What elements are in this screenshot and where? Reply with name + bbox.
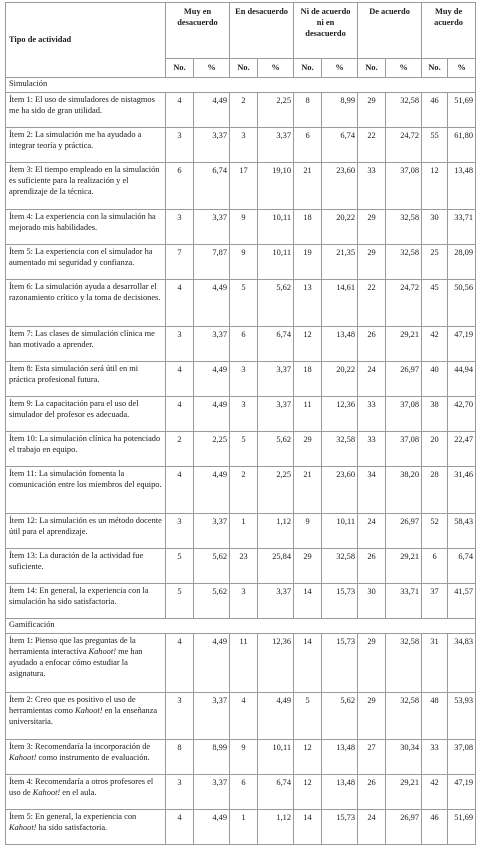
percent-cell: 47,19 <box>448 775 476 810</box>
percent-cell: 21,35 <box>322 245 358 280</box>
count-cell: 45 <box>422 280 448 327</box>
percent-cell: 5,62 <box>258 280 294 327</box>
percent-cell: 4,49 <box>258 693 294 740</box>
table-row <box>6 163 476 210</box>
percent-cell: 22,47 <box>448 432 476 467</box>
count-cell: 34 <box>358 467 386 514</box>
count-cell: 12 <box>294 775 322 810</box>
section-title: Gamificación <box>6 619 476 634</box>
percent-cell: 47,19 <box>448 327 476 362</box>
count-cell: 1 <box>230 810 258 845</box>
item-statement: Ítem 4: La experiencia con la simulación ha mejorado mis habilidades. <box>6 210 166 245</box>
count-cell: 11 <box>294 397 322 432</box>
header-no: No. <box>422 59 448 78</box>
percent-cell: 13,48 <box>322 775 358 810</box>
count-cell: 27 <box>358 740 386 775</box>
percent-cell: 3,37 <box>258 397 294 432</box>
count-cell: 4 <box>166 810 194 845</box>
count-cell: 26 <box>358 775 386 810</box>
item-statement: Ítem 7: Las clases de simulación clínica me han motivado a aprender. <box>6 327 166 362</box>
percent-cell: 37,08 <box>386 432 422 467</box>
count-cell: 33 <box>358 432 386 467</box>
count-cell: 42 <box>422 327 448 362</box>
percent-cell: 50,56 <box>448 280 476 327</box>
percent-cell: 3,37 <box>258 362 294 397</box>
table-row <box>6 93 476 128</box>
header-group-disagree: En desacuerdo <box>230 3 294 59</box>
percent-cell: 7,87 <box>194 245 230 280</box>
table-row <box>6 280 476 327</box>
count-cell: 22 <box>358 128 386 163</box>
percent-cell: 6,74 <box>258 775 294 810</box>
count-cell: 8 <box>294 93 322 128</box>
header-group-strongly-disagree: Muy en desacuerdo <box>166 3 230 59</box>
table-row <box>6 467 476 514</box>
section-title: Simulación <box>6 78 476 93</box>
percent-cell: 4,49 <box>194 467 230 514</box>
percent-cell: 5,62 <box>322 693 358 740</box>
count-cell: 48 <box>422 693 448 740</box>
percent-cell: 8,99 <box>194 740 230 775</box>
percent-cell: 3,37 <box>194 128 230 163</box>
item-statement: Ítem 12: La simulación es un método docente útil para el aprendizaje. <box>6 514 166 549</box>
percent-cell: 58,43 <box>448 514 476 549</box>
percent-cell: 33,71 <box>448 210 476 245</box>
percent-cell: 20,22 <box>322 210 358 245</box>
percent-cell: 5,62 <box>194 549 230 584</box>
header-no: No. <box>166 59 194 78</box>
table-row <box>6 584 476 619</box>
table-row <box>6 432 476 467</box>
count-cell: 30 <box>358 584 386 619</box>
percent-cell: 51,69 <box>448 93 476 128</box>
table-row <box>6 327 476 362</box>
percent-cell: 3,37 <box>194 327 230 362</box>
section-row <box>6 619 476 634</box>
count-cell: 31 <box>422 634 448 693</box>
count-cell: 19 <box>294 245 322 280</box>
percent-cell: 37,08 <box>386 397 422 432</box>
section-row <box>6 78 476 93</box>
percent-cell: 3,37 <box>258 584 294 619</box>
count-cell: 14 <box>294 810 322 845</box>
count-cell: 9 <box>230 245 258 280</box>
count-cell: 24 <box>358 362 386 397</box>
percent-cell: 32,58 <box>386 245 422 280</box>
percent-cell: 4,49 <box>194 93 230 128</box>
count-cell: 24 <box>358 810 386 845</box>
table-row <box>6 810 476 845</box>
header-pct: % <box>386 59 422 78</box>
percent-cell: 4,49 <box>194 634 230 693</box>
percent-cell: 32,58 <box>322 549 358 584</box>
count-cell: 42 <box>422 775 448 810</box>
count-cell: 3 <box>230 397 258 432</box>
percent-cell: 20,22 <box>322 362 358 397</box>
count-cell: 25 <box>422 245 448 280</box>
count-cell: 6 <box>166 163 194 210</box>
percent-cell: 4,49 <box>194 362 230 397</box>
percent-cell: 29,21 <box>386 775 422 810</box>
count-cell: 14 <box>294 634 322 693</box>
table-row <box>6 634 476 693</box>
item-statement: Ítem 3: Recomendaría la incorporación de Kahoot! como instrumento de evaluación. <box>6 740 166 775</box>
count-cell: 12 <box>294 327 322 362</box>
header-row-groups <box>6 3 476 59</box>
table-row <box>6 128 476 163</box>
count-cell: 4 <box>166 467 194 514</box>
count-cell: 33 <box>422 740 448 775</box>
percent-cell: 38,20 <box>386 467 422 514</box>
percent-cell: 13,48 <box>448 163 476 210</box>
count-cell: 26 <box>358 549 386 584</box>
percent-cell: 15,73 <box>322 584 358 619</box>
percent-cell: 10,11 <box>258 210 294 245</box>
count-cell: 29 <box>294 549 322 584</box>
count-cell: 9 <box>230 210 258 245</box>
count-cell: 37 <box>422 584 448 619</box>
percent-cell: 4,49 <box>194 280 230 327</box>
count-cell: 46 <box>422 93 448 128</box>
percent-cell: 32,58 <box>386 210 422 245</box>
item-statement: Ítem 2: La simulación me ha ayudado a integrar teoría y práctica. <box>6 128 166 163</box>
table-body <box>6 78 476 845</box>
percent-cell: 28,09 <box>448 245 476 280</box>
header-group-strongly-agree: Muy de acuerdo <box>422 3 476 59</box>
count-cell: 52 <box>422 514 448 549</box>
count-cell: 18 <box>294 210 322 245</box>
item-statement: Ítem 1: El uso de simuladores de nistagmos me ha sido de gran utilidad. <box>6 93 166 128</box>
item-statement: Ítem 13: La duración de la actividad fue suficiente. <box>6 549 166 584</box>
count-cell: 29 <box>358 210 386 245</box>
count-cell: 46 <box>422 810 448 845</box>
percent-cell: 13,48 <box>322 740 358 775</box>
item-statement: Ítem 2: Creo que es positivo el uso de herramientas como Kahoot! en la enseñanza universitaria. <box>6 693 166 740</box>
percent-cell: 32,58 <box>386 634 422 693</box>
count-cell: 12 <box>294 740 322 775</box>
count-cell: 4 <box>166 362 194 397</box>
percent-cell: 25,84 <box>258 549 294 584</box>
percent-cell: 37,08 <box>448 740 476 775</box>
percent-cell: 14,61 <box>322 280 358 327</box>
percent-cell: 10,11 <box>322 514 358 549</box>
percent-cell: 42,70 <box>448 397 476 432</box>
item-statement: Ítem 10: La simulación clínica ha potenciado el trabajo en equipo. <box>6 432 166 467</box>
count-cell: 5 <box>230 432 258 467</box>
item-statement: Ítem 9: La capacitación para el uso del simulador del profesor es adecuada. <box>6 397 166 432</box>
count-cell: 6 <box>422 549 448 584</box>
count-cell: 2 <box>230 93 258 128</box>
count-cell: 4 <box>166 397 194 432</box>
count-cell: 6 <box>294 128 322 163</box>
percent-cell: 29,21 <box>386 549 422 584</box>
count-cell: 23 <box>230 549 258 584</box>
count-cell: 3 <box>166 514 194 549</box>
table-row <box>6 775 476 810</box>
percent-cell: 26,97 <box>386 810 422 845</box>
count-cell: 24 <box>358 514 386 549</box>
header-no: No. <box>294 59 322 78</box>
item-statement: Ítem 8: Esta simulación será útil en mi práctica profesional futura. <box>6 362 166 397</box>
percent-cell: 32,58 <box>322 432 358 467</box>
count-cell: 12 <box>422 163 448 210</box>
count-cell: 3 <box>166 128 194 163</box>
item-statement: Ítem 5: La experiencia con el simulador ha aumentado mi seguridad y confianza. <box>6 245 166 280</box>
count-cell: 4 <box>166 93 194 128</box>
percent-cell: 34,83 <box>448 634 476 693</box>
header-group-agree: De acuerdo <box>358 3 422 59</box>
percent-cell: 30,34 <box>386 740 422 775</box>
percent-cell: 5,62 <box>194 584 230 619</box>
percent-cell: 61,80 <box>448 128 476 163</box>
percent-cell: 44,94 <box>448 362 476 397</box>
count-cell: 30 <box>422 210 448 245</box>
survey-results-table <box>5 2 476 845</box>
count-cell: 3 <box>230 362 258 397</box>
percent-cell: 32,58 <box>386 693 422 740</box>
count-cell: 2 <box>166 432 194 467</box>
count-cell: 6 <box>230 775 258 810</box>
count-cell: 29 <box>358 634 386 693</box>
count-cell: 3 <box>166 327 194 362</box>
count-cell: 3 <box>166 210 194 245</box>
percent-cell: 6,74 <box>322 128 358 163</box>
percent-cell: 33,71 <box>386 584 422 619</box>
header-pct: % <box>194 59 230 78</box>
percent-cell: 3,37 <box>194 514 230 549</box>
percent-cell: 24,72 <box>386 280 422 327</box>
count-cell: 4 <box>230 693 258 740</box>
table-row <box>6 362 476 397</box>
count-cell: 9 <box>230 740 258 775</box>
count-cell: 11 <box>230 634 258 693</box>
header-no: No. <box>230 59 258 78</box>
count-cell: 14 <box>294 584 322 619</box>
count-cell: 4 <box>166 634 194 693</box>
percent-cell: 37,08 <box>386 163 422 210</box>
count-cell: 38 <box>422 397 448 432</box>
count-cell: 3 <box>166 693 194 740</box>
percent-cell: 23,60 <box>322 163 358 210</box>
count-cell: 29 <box>358 693 386 740</box>
percent-cell: 3,37 <box>194 693 230 740</box>
item-statement: Ítem 14: En general, la experiencia con la simulación ha sido satisfactoria. <box>6 584 166 619</box>
table-row <box>6 514 476 549</box>
count-cell: 29 <box>294 432 322 467</box>
count-cell: 26 <box>358 327 386 362</box>
percent-cell: 12,36 <box>322 397 358 432</box>
count-cell: 17 <box>230 163 258 210</box>
count-cell: 2 <box>230 467 258 514</box>
count-cell: 7 <box>166 245 194 280</box>
percent-cell: 8,99 <box>322 93 358 128</box>
header-activity: Tipo de actividad <box>6 3 166 78</box>
count-cell: 21 <box>294 163 322 210</box>
count-cell: 3 <box>230 128 258 163</box>
count-cell: 5 <box>166 584 194 619</box>
count-cell: 55 <box>422 128 448 163</box>
table-row <box>6 549 476 584</box>
count-cell: 40 <box>422 362 448 397</box>
percent-cell: 5,62 <box>258 432 294 467</box>
count-cell: 5 <box>294 693 322 740</box>
count-cell: 1 <box>230 514 258 549</box>
table-row <box>6 693 476 740</box>
percent-cell: 29,21 <box>386 327 422 362</box>
percent-cell: 3,37 <box>194 775 230 810</box>
count-cell: 9 <box>294 514 322 549</box>
count-cell: 13 <box>294 280 322 327</box>
count-cell: 18 <box>294 362 322 397</box>
percent-cell: 1,12 <box>258 810 294 845</box>
percent-cell: 23,60 <box>322 467 358 514</box>
count-cell: 5 <box>230 280 258 327</box>
percent-cell: 2,25 <box>194 432 230 467</box>
percent-cell: 6,74 <box>258 327 294 362</box>
percent-cell: 3,37 <box>194 210 230 245</box>
item-statement: Ítem 4: Recomendaría a otros profesores el uso de Kahoot! en el aula. <box>6 775 166 810</box>
count-cell: 22 <box>358 280 386 327</box>
percent-cell: 53,93 <box>448 693 476 740</box>
header-group-neutral: Ni de acuerdo ni en desacuerdo <box>294 3 358 59</box>
percent-cell: 4,49 <box>194 397 230 432</box>
count-cell: 33 <box>358 397 386 432</box>
percent-cell: 3,37 <box>258 128 294 163</box>
percent-cell: 31,46 <box>448 467 476 514</box>
percent-cell: 6,74 <box>448 549 476 584</box>
count-cell: 29 <box>358 93 386 128</box>
count-cell: 3 <box>166 775 194 810</box>
count-cell: 21 <box>294 467 322 514</box>
header-pct: % <box>448 59 476 78</box>
header-no: No. <box>358 59 386 78</box>
percent-cell: 12,36 <box>258 634 294 693</box>
header-pct: % <box>258 59 294 78</box>
percent-cell: 26,97 <box>386 514 422 549</box>
count-cell: 8 <box>166 740 194 775</box>
table-row <box>6 210 476 245</box>
item-statement: Ítem 11: La simulación fomenta la comunicación entre los miembros del equipo. <box>6 467 166 514</box>
percent-cell: 4,49 <box>194 810 230 845</box>
percent-cell: 15,73 <box>322 810 358 845</box>
percent-cell: 2,25 <box>258 93 294 128</box>
percent-cell: 2,25 <box>258 467 294 514</box>
count-cell: 5 <box>166 549 194 584</box>
item-statement: Ítem 5: En general, la experiencia con Kahoot! ha sido satisfactoria. <box>6 810 166 845</box>
count-cell: 20 <box>422 432 448 467</box>
percent-cell: 13,48 <box>322 327 358 362</box>
count-cell: 6 <box>230 327 258 362</box>
item-statement: Ítem 3: El tiempo empleado en la simulación es suficiente para la realización y el aprendizaje de la técnica. <box>6 163 166 210</box>
percent-cell: 41,57 <box>448 584 476 619</box>
percent-cell: 32,58 <box>386 93 422 128</box>
percent-cell: 24,72 <box>386 128 422 163</box>
item-statement: Ítem 6: La simulación ayuda a desarrollar el razonamiento crítico y la toma de decisiones. <box>6 280 166 327</box>
percent-cell: 15,73 <box>322 634 358 693</box>
table-row <box>6 245 476 280</box>
count-cell: 29 <box>358 245 386 280</box>
count-cell: 4 <box>166 280 194 327</box>
percent-cell: 26,97 <box>386 362 422 397</box>
item-statement: Ítem 1: Pienso que las preguntas de la herramienta interactiva Kahoot! me han ayudado a enfocar cómo estudiar la asignatura. <box>6 634 166 693</box>
header-pct: % <box>322 59 358 78</box>
percent-cell: 1,12 <box>258 514 294 549</box>
percent-cell: 10,11 <box>258 740 294 775</box>
percent-cell: 51,69 <box>448 810 476 845</box>
table-row <box>6 740 476 775</box>
percent-cell: 6,74 <box>194 163 230 210</box>
percent-cell: 19,10 <box>258 163 294 210</box>
percent-cell: 10,11 <box>258 245 294 280</box>
table-row <box>6 397 476 432</box>
count-cell: 28 <box>422 467 448 514</box>
count-cell: 33 <box>358 163 386 210</box>
count-cell: 3 <box>230 584 258 619</box>
